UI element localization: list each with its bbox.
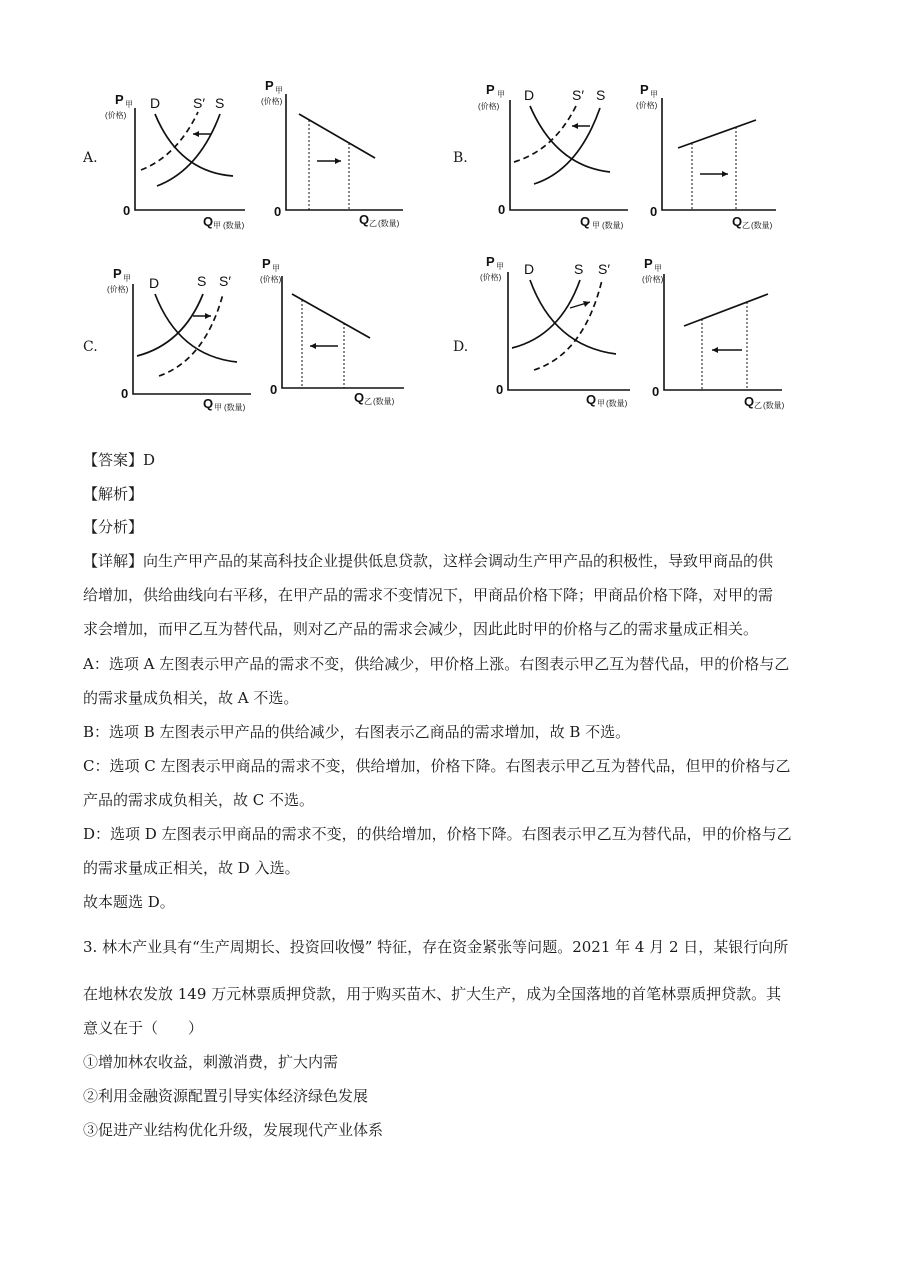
supply-original-label: S (574, 261, 584, 277)
quantity-axis-unit: (数量) (223, 221, 245, 230)
price-axis-label: P (640, 82, 649, 97)
quantity-axis-subscript: 乙 (369, 219, 377, 228)
origin-zero: 0 (652, 384, 660, 399)
price-axis-label: P (486, 254, 495, 269)
quantity-axis-label: Q (203, 396, 214, 411)
price-axis-subscript: 甲 (272, 264, 280, 273)
quantity-axis-subscript: 乙 (364, 397, 372, 406)
relation-line (299, 114, 375, 158)
price-axis-subscript: 甲 (123, 274, 131, 283)
price-axis-unit: (价格) (261, 97, 283, 106)
option-c-label: C. (83, 339, 98, 355)
quantity-axis-unit: (数量) (602, 221, 624, 230)
choice-item-2: ②利用金融资源配置引导实体经济绿色发展 (83, 1087, 369, 1105)
shift-arrowhead (335, 158, 341, 164)
supply-original-label: S (197, 273, 207, 289)
price-axis-unit: (价格) (260, 275, 282, 284)
price-axis-unit: (价格) (642, 275, 664, 284)
quantity-axis-label: Q (354, 390, 365, 405)
choice-item-3: ③促进产业结构优化升级，发展现代产业体系 (83, 1121, 384, 1139)
quantity-axis-label: Q (586, 392, 597, 407)
option-c-supply-demand-graph (105, 262, 255, 414)
option-d-substitute-graph (630, 252, 796, 410)
supply-original-label: S (596, 87, 606, 103)
price-axis-subscript: 甲 (650, 90, 658, 99)
detail-line: 【详解】向生产甲产品的某高科技企业提供低息贷款，这样会调动生产甲产品的积极性，导致甲商品的供 (83, 552, 774, 570)
option-c-substitute-graph (258, 254, 418, 410)
option-a-label: A. (83, 150, 98, 166)
price-axis-unit: (价格) (107, 285, 129, 294)
question-line: 在地林农发放 149 万元林票质押贷款，用于购买苗木、扩大生产，成为全国落地的首笔林票质押贷款。其 (83, 985, 782, 1003)
shift-arrowhead (205, 313, 211, 319)
price-axis-unit: (价格) (636, 101, 658, 110)
quantity-axis-unit: (数量) (763, 401, 785, 410)
price-axis-subscript: 甲 (125, 100, 133, 109)
price-axis-label: P (644, 256, 653, 271)
fenxi-heading: 【分析】 (83, 518, 144, 536)
relation-line (684, 294, 768, 326)
shift-arrowhead (583, 301, 590, 307)
option-d-label: D. (453, 339, 469, 355)
option-explanation-line: 的需求量成正相关，故 D 入选。 (83, 859, 300, 877)
analysis-heading: 【解析】 (83, 485, 144, 503)
option-d-supply-demand-graph (478, 252, 638, 410)
axes (508, 272, 630, 390)
option-b-substitute-graph (630, 80, 790, 230)
demand-label: D (524, 261, 535, 277)
quantity-axis-label: Q (732, 214, 743, 229)
supply-shifted-label: S′ (219, 273, 231, 289)
price-axis-unit: (价格) (105, 111, 127, 120)
option-explanation-line: A：选项 A 左图表示甲产品的需求不变，供给减少，甲价格上涨。右图表示甲乙互为替代品，甲的价格与乙 (83, 655, 790, 673)
choice-item-1: ①增加林农收益，刺激消费，扩大内需 (83, 1053, 339, 1071)
origin-zero: 0 (274, 204, 282, 219)
detail-line: 给增加，供给曲线向右平移，在甲产品的需求不变情况下，甲商品价格下降；甲商品价格下降，对甲的需 (83, 586, 774, 604)
axes (133, 284, 251, 394)
quantity-axis-label: Q (359, 212, 370, 227)
shift-arrowhead (572, 123, 578, 129)
quantity-axis-unit: (数量) (224, 403, 246, 412)
conclusion-line: 故本题选 D。 (83, 893, 175, 911)
supply-original-label: S (215, 95, 225, 111)
origin-zero: 0 (496, 382, 504, 397)
option-explanation-line: 产品的需求成负相关，故 C 不选。 (83, 791, 315, 809)
price-axis-unit: (价格) (478, 102, 500, 111)
quantity-axis-subscript: 甲 (214, 403, 222, 412)
relation-line (678, 120, 756, 148)
price-axis-label: P (113, 266, 122, 281)
quantity-axis-subscript: 甲 (597, 399, 605, 408)
quantity-axis-subscript: 甲 (592, 221, 600, 230)
supply-shifted-curve (534, 280, 602, 370)
shift-arrowhead (712, 347, 718, 353)
price-axis-label: P (262, 256, 271, 271)
price-axis-label: P (115, 92, 124, 107)
axes (282, 276, 404, 388)
demand-label: D (149, 275, 160, 291)
shift-arrowhead (193, 131, 199, 137)
axes (662, 98, 776, 210)
demand-curve (155, 114, 233, 176)
relation-line (292, 294, 370, 338)
option-explanation-line: B：选项 B 左图表示甲产品的供给减少，右图表示乙商品的需求增加，故 B 不选。 (83, 723, 631, 741)
shift-arrowhead (722, 171, 728, 177)
axes (510, 100, 628, 210)
origin-zero: 0 (270, 382, 278, 397)
quantity-axis-subscript: 乙 (742, 221, 750, 230)
question-line: 意义在于（ ） (83, 1019, 204, 1037)
price-axis-subscript: 甲 (496, 262, 504, 271)
option-explanation-line: D：选项 D 左图表示甲商品的需求不变，的供给增加，价格下降。右图表示甲乙互为替代品，甲的价格与乙 (83, 825, 792, 843)
price-axis-subscript: 甲 (654, 264, 662, 273)
question-line: 3. 林木产业具有“生产周期长、投资回收慢” 特征，存在资金紧张等问题。2021 年 4 月 2 日，某银行向所 (83, 938, 789, 956)
quantity-axis-subscript: 甲 (213, 221, 221, 230)
option-b-supply-demand-graph (478, 78, 628, 230)
supply-shifted-label: S′ (193, 95, 205, 111)
quantity-axis-unit: (数量) (373, 397, 395, 406)
origin-zero: 0 (650, 204, 658, 219)
option-explanation-line: 的需求量成负相关，故 A 不选。 (83, 689, 299, 707)
quantity-axis-subscript: 乙 (754, 401, 762, 410)
price-axis-subscript: 甲 (497, 90, 505, 99)
demand-label: D (150, 95, 161, 111)
axes (286, 94, 403, 210)
price-axis-label: P (486, 82, 495, 97)
price-axis-subscript: 甲 (275, 86, 283, 95)
axes (135, 108, 245, 210)
origin-zero: 0 (498, 202, 506, 217)
option-explanation-line: C：选项 C 左图表示甲商品的需求不变，供给增加，价格下降。右图表示甲乙互为替代品，但甲的价格与乙 (83, 757, 791, 775)
demand-label: D (524, 87, 535, 103)
detail-line: 求会增加，而甲乙互为替代品，则对乙产品的需求会减少，因此此时甲的价格与乙的需求量成正相关。 (83, 620, 759, 638)
origin-zero: 0 (121, 386, 129, 401)
axes (664, 274, 782, 390)
supply-shifted-label: S′ (572, 87, 584, 103)
supply-original-curve (157, 114, 220, 186)
shift-arrowhead (310, 343, 316, 349)
quantity-axis-label: Q (203, 214, 214, 229)
supply-original-curve (512, 280, 580, 348)
demand-curve (530, 280, 616, 354)
origin-zero: 0 (123, 203, 131, 218)
option-a-substitute-graph (255, 76, 415, 228)
quantity-axis-unit: (数量) (751, 221, 773, 230)
supply-shifted-curve (159, 294, 223, 376)
option-b-label: B. (453, 150, 468, 166)
demand-curve (155, 294, 237, 362)
supply-shifted-label: S′ (598, 261, 610, 277)
price-axis-unit: (价格) (480, 273, 502, 282)
answer-line: 【答案】D (83, 451, 156, 469)
quantity-axis-unit: (数量) (606, 399, 628, 408)
option-a-supply-demand-graph (105, 88, 245, 228)
quantity-axis-label: Q (580, 214, 591, 229)
quantity-axis-label: Q (744, 394, 755, 409)
price-axis-label: P (265, 78, 274, 93)
quantity-axis-unit: (数量) (378, 219, 400, 228)
